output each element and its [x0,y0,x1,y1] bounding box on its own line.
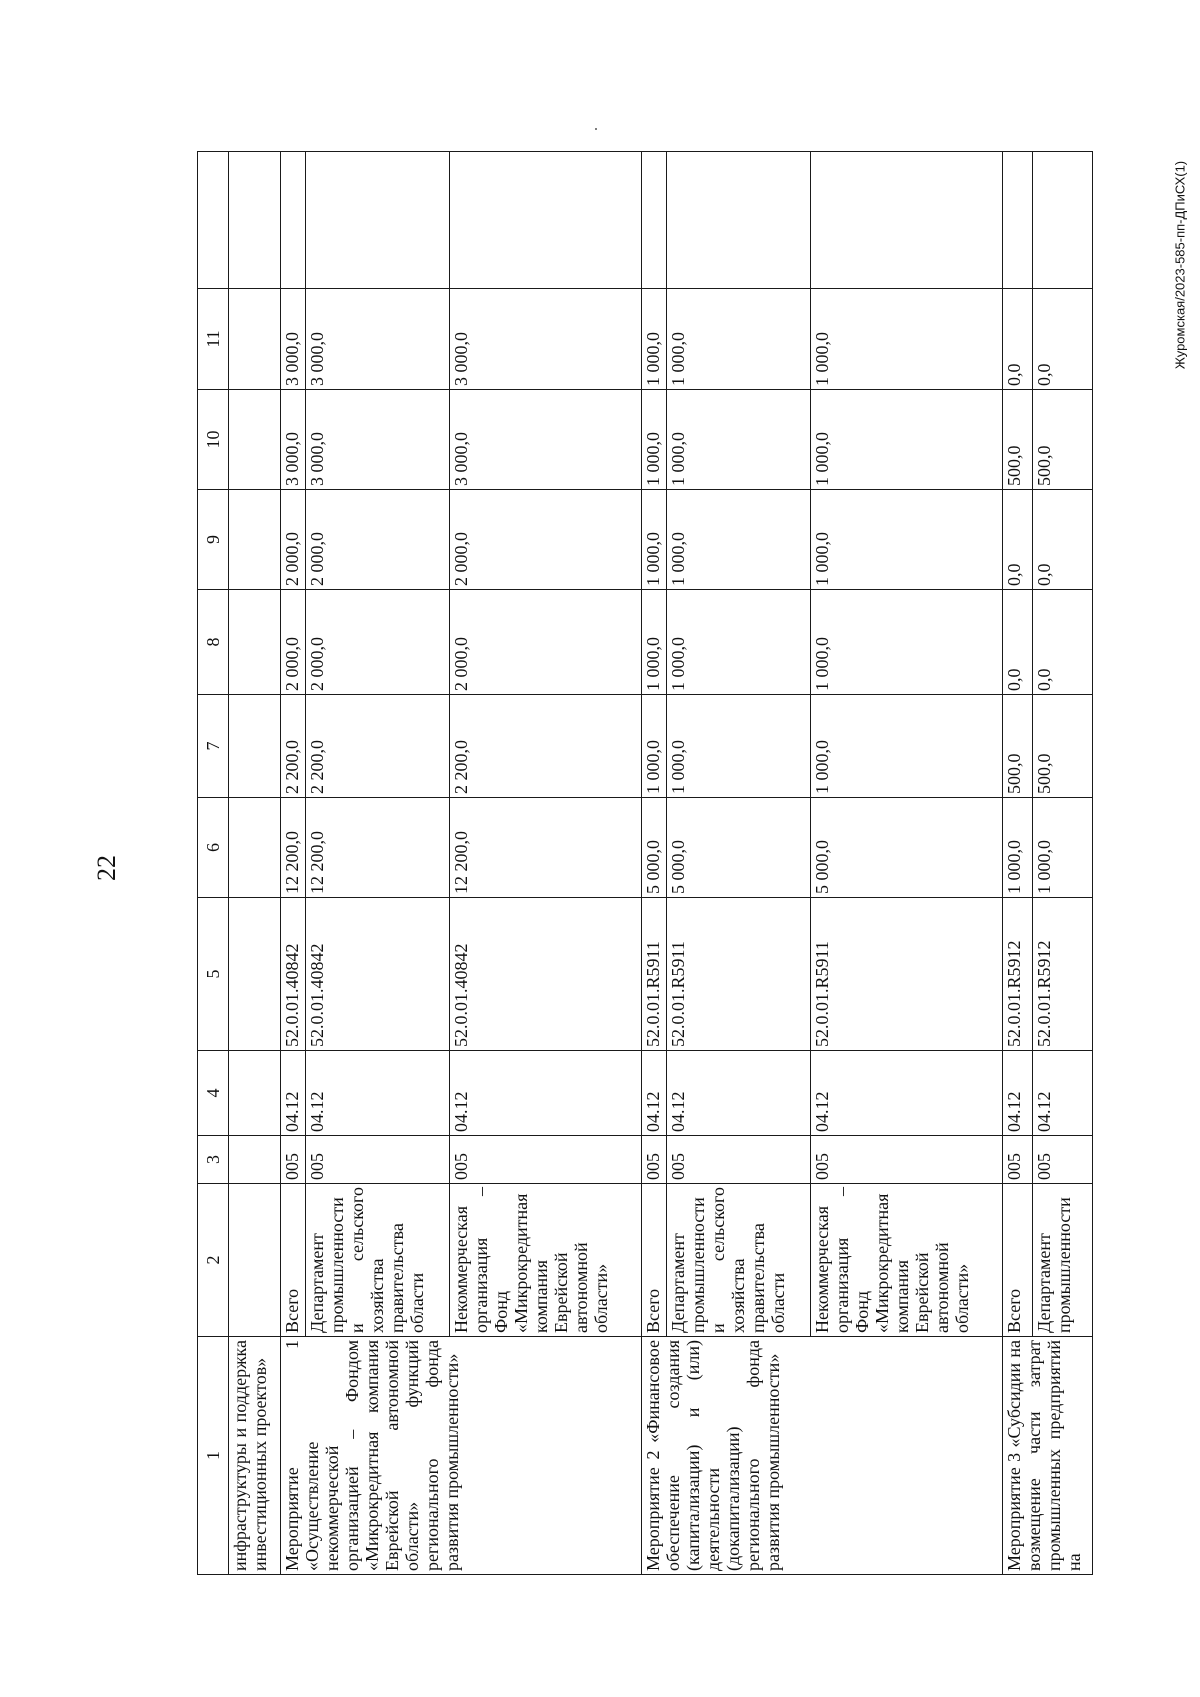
cell-c7: 1 000,0 [641,695,666,798]
header-row [198,152,229,1575]
cell-c9: 2 000,0 [281,490,306,590]
measure-2-title: Мероприятие 2 «Финансовое обеспечение создания (капитализации) и (или) деятельности (докапитализации) регионального фонда развития промышленности» [641,1337,1002,1575]
cell-c7: 2 200,0 [450,695,642,798]
cell-c11: 3 000,0 [306,289,450,390]
cell-c6: 12 200,0 [306,798,450,898]
cell-c8: 2 000,0 [306,590,450,695]
cell-c6: 12 200,0 [281,798,306,898]
rotated-table-container [197,152,1093,1575]
cell-c4: 04.12 [450,1051,642,1136]
cell-c8: 2 000,0 [281,590,306,695]
cell-c11: 3 000,0 [450,289,642,390]
measure-1-title: Мероприятие 1 «Осуществление некоммерческой организацией – Фондом «Микрокредитная компания Еврейской автономной области» функций регионального фонда развития промышленности» [281,1337,642,1575]
table-row [1002,152,1032,1575]
cell-c3: 005 [1032,1136,1092,1184]
cell-c2: Департамент промышленности и сельского хозяйства правительства области [306,1184,450,1337]
budget-table [197,151,1093,1575]
cell-c8: 1 000,0 [641,590,666,695]
cell-c2: Всего [281,1184,306,1337]
col-header-12-blank [198,152,229,289]
table-row [229,152,281,1575]
cell-c5: 52.0.01.40842 [306,898,450,1051]
cell-c5: 52.0.01.R5912 [1002,898,1032,1051]
cell-c7: 500,0 [1002,695,1032,798]
cell-c6: 1 000,0 [1002,798,1032,898]
cell-c11: 0,0 [1002,289,1032,390]
col-header-6: 6 [198,798,229,898]
cell-c4: 04.12 [641,1051,666,1136]
col-header-2: 2 [198,1184,229,1337]
cell-c6: 12 200,0 [450,798,642,898]
document-footer: Журомская/2023-585-пп-ДПиСХ(1) [1172,160,1188,370]
cell-c11: 1 000,0 [810,289,1002,390]
cell-c7: 1 000,0 [810,695,1002,798]
cell-c8: 1 000,0 [666,590,810,695]
col-header-4: 4 [198,1051,229,1136]
table-row [641,152,666,1575]
cell-c3: 005 [1002,1136,1032,1184]
cell-c9: 0,0 [1002,490,1032,590]
col-header-1: 1 [198,1337,229,1575]
cell-c3: 005 [641,1136,666,1184]
col-header-10: 10 [198,390,229,490]
col-header-3: 3 [198,1136,229,1184]
cell-c10: 3 000,0 [450,390,642,490]
cell-c6: 5 000,0 [666,798,810,898]
cell-c4: 04.12 [306,1051,450,1136]
cell-c3: 005 [810,1136,1002,1184]
cell-c4: 04.12 [1032,1051,1092,1136]
cell-c11: 0,0 [1032,289,1092,390]
col-header-5: 5 [198,898,229,1051]
col-header-11: 11 [198,289,229,390]
col-header-9: 9 [198,490,229,590]
cell-c2: Некоммерческая организация – Фонд «Микрокредитная компания Еврейской автономной области» [450,1184,642,1337]
cell-c8: 0,0 [1002,590,1032,695]
cell-c10: 1 000,0 [641,390,666,490]
cell-c7: 1 000,0 [666,695,810,798]
cell-c9: 1 000,0 [666,490,810,590]
cell-c7: 2 200,0 [281,695,306,798]
cell-c2: Всего [1002,1184,1032,1337]
page-number: 22 [92,855,121,881]
scan-speck [595,128,597,130]
cell-c5: 52.0.01.R5911 [641,898,666,1051]
cell-c7: 2 200,0 [306,695,450,798]
cell-c11: 1 000,0 [641,289,666,390]
cell-c5: 52.0.01.R5911 [810,898,1002,1051]
cell-c8: 2 000,0 [450,590,642,695]
cell-c10: 500,0 [1002,390,1032,490]
col-header-8: 8 [198,590,229,695]
cell-c3: 005 [281,1136,306,1184]
col-header-7: 7 [198,695,229,798]
cell-c6: 1 000,0 [1032,798,1092,898]
cell-c3: 005 [666,1136,810,1184]
cell-c4: 04.12 [1002,1051,1032,1136]
cell-c6: 5 000,0 [810,798,1002,898]
cell-c5: 52.0.01.40842 [281,898,306,1051]
cell-c3: 005 [450,1136,642,1184]
cell-c2: Всего [641,1184,666,1337]
cell-c2: Департамент промышленности [1032,1184,1092,1337]
cell-c10: 3 000,0 [306,390,450,490]
cell-c4: 04.12 [281,1051,306,1136]
cell-c1: инфраструктуры и поддержка инвестиционных проектов» [229,1337,281,1575]
cell-c9: 1 000,0 [810,490,1002,590]
cell-c10: 1 000,0 [666,390,810,490]
cell-c2: Департамент промышленности и сельского хозяйства правительства области [666,1184,810,1337]
cell-c9: 2 000,0 [306,490,450,590]
cell-c10: 500,0 [1032,390,1092,490]
cell-c11: 3 000,0 [281,289,306,390]
cell-c6: 5 000,0 [641,798,666,898]
measure-3-title: Мероприятие 3 «Субсидии на возмещение части затрат промышленных предприятий на [1002,1337,1092,1575]
cell-c5: 52.0.01.R5912 [1032,898,1092,1051]
cell-c5: 52.0.01.R5911 [666,898,810,1051]
cell-c11: 1 000,0 [666,289,810,390]
cell-c9: 2 000,0 [450,490,642,590]
cell-c2: Некоммерческая организация – Фонд «Микрокредитная компания Еврейской автономной области» [810,1184,1002,1337]
cell-c10: 3 000,0 [281,390,306,490]
cell-c8: 1 000,0 [810,590,1002,695]
cell-c9: 1 000,0 [641,490,666,590]
cell-c10: 1 000,0 [810,390,1002,490]
cell-c7: 500,0 [1032,695,1092,798]
table-row [281,152,306,1575]
cell-c8: 0,0 [1032,590,1092,695]
cell-c4: 04.12 [810,1051,1002,1136]
cell-c4: 04.12 [666,1051,810,1136]
cell-c5: 52.0.01.40842 [450,898,642,1051]
cell-c9: 0,0 [1032,490,1092,590]
cell-c3: 005 [306,1136,450,1184]
